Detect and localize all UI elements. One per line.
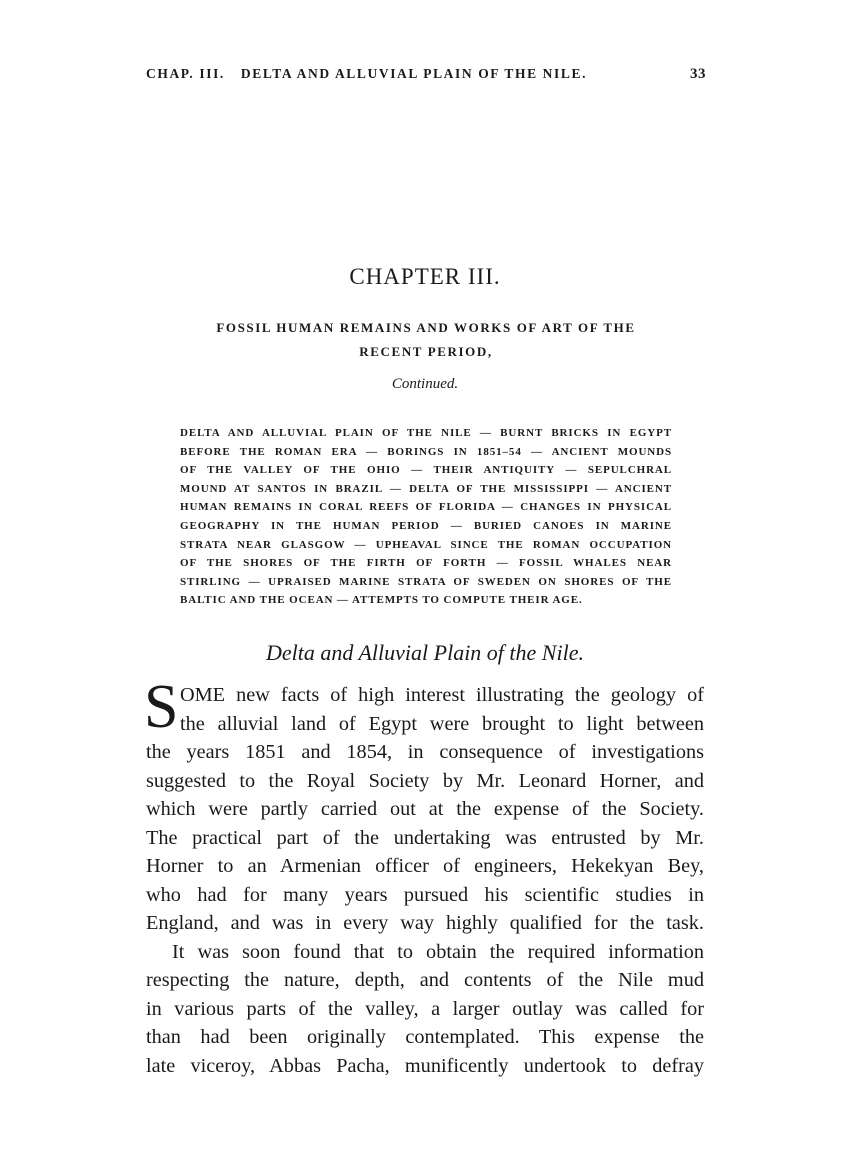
body-line: respecting the nature, depth, and contents of the Nile mud <box>146 969 704 991</box>
continued-label: Continued. <box>391 376 459 392</box>
synopsis-line: OF THE VALLEY OF THE OHIO — THEIR ANTIQUITY — SEPULCHRAL <box>180 464 672 477</box>
synopsis-line: GEOGRAPHY IN THE HUMAN PERIOD — BURIED CANOES IN MARINE <box>180 519 672 532</box>
body-line: which were partly carried out at the expense of the Society. <box>146 798 704 820</box>
chapter-subtitle-line: RECENT PERIOD, <box>359 344 493 359</box>
body-line: OME new facts of high interest illustrating the geology of <box>180 684 704 706</box>
body-line: It was soon found that to obtain the required information <box>172 940 704 963</box>
synopsis-line: STRATA NEAR GLASGOW — UPHEAVAL SINCE THE ROMAN OCCUPATION <box>180 538 672 551</box>
drop-cap: S <box>144 673 179 741</box>
body-line: Horner to an Armenian officer of engineers, Hekekyan Bey, <box>146 855 704 877</box>
page-number: 33 <box>690 66 706 82</box>
section-heading: Delta and Alluvial Plain of the Nile. <box>266 640 584 665</box>
synopsis-line: STIRLING — UPRAISED MARINE STRATA OF SWEDEN ON SHORES OF THE <box>180 575 672 588</box>
body-line: suggested to the Royal Society by Mr. Leonard Horner, and <box>146 769 704 792</box>
body-line: than had been originally contemplated. This expense the <box>146 1026 704 1048</box>
synopsis-line: MOUND AT SANTOS IN BRAZIL — DELTA OF THE MISSISSIPPI — ANCIENT <box>180 482 672 495</box>
running-head-chapter: CHAP. III. <box>146 66 225 81</box>
body-line: England, and was in every way highly qualified for the task. <box>146 912 704 934</box>
paragraph-1 <box>146 681 704 1080</box>
synopsis-line: BALTIC AND THE OCEAN — ATTEMPTS TO COMPUTE THEIR AGE. <box>180 594 583 607</box>
body-line: late viceroy, Abbas Pacha, munificently undertook to defray <box>146 1054 704 1077</box>
synopsis-line: HUMAN REMAINS IN CORAL REEFS OF FLORIDA — CHANGES IN PHYSICAL <box>180 501 672 514</box>
body-line: who had for many years pursued his scientific studies in <box>146 883 704 906</box>
running-head-title: DELTA AND ALLUVIAL PLAIN OF THE NILE. <box>240 66 588 81</box>
running-head <box>146 66 706 83</box>
chapter-subtitle-line: FOSSIL HUMAN REMAINS AND WORKS OF ART OF THE <box>216 320 636 335</box>
body-line: the alluvial land of Egypt were brought to light between <box>180 712 704 735</box>
synopsis-line: OF THE SHORES OF THE FIRTH OF FORTH — FOSSIL WHALES NEAR <box>180 557 672 570</box>
synopsis-line: DELTA AND ALLUVIAL PLAIN OF THE NILE — BURNT BRICKS IN EGYPT <box>180 427 672 439</box>
chapter-synopsis <box>180 424 672 610</box>
chapter-title: CHAPTER III. <box>349 264 501 289</box>
body-line: in various parts of the valley, a larger outlay was called for <box>146 997 704 1020</box>
body-line: The practical part of the undertaking was entrusted by Mr. <box>146 826 704 849</box>
synopsis-line: BEFORE THE ROMAN ERA — BORINGS IN 1851–54 — ANCIENT MOUNDS <box>180 445 672 458</box>
body-line: the years 1851 and 1854, in consequence of investigations <box>146 741 704 763</box>
